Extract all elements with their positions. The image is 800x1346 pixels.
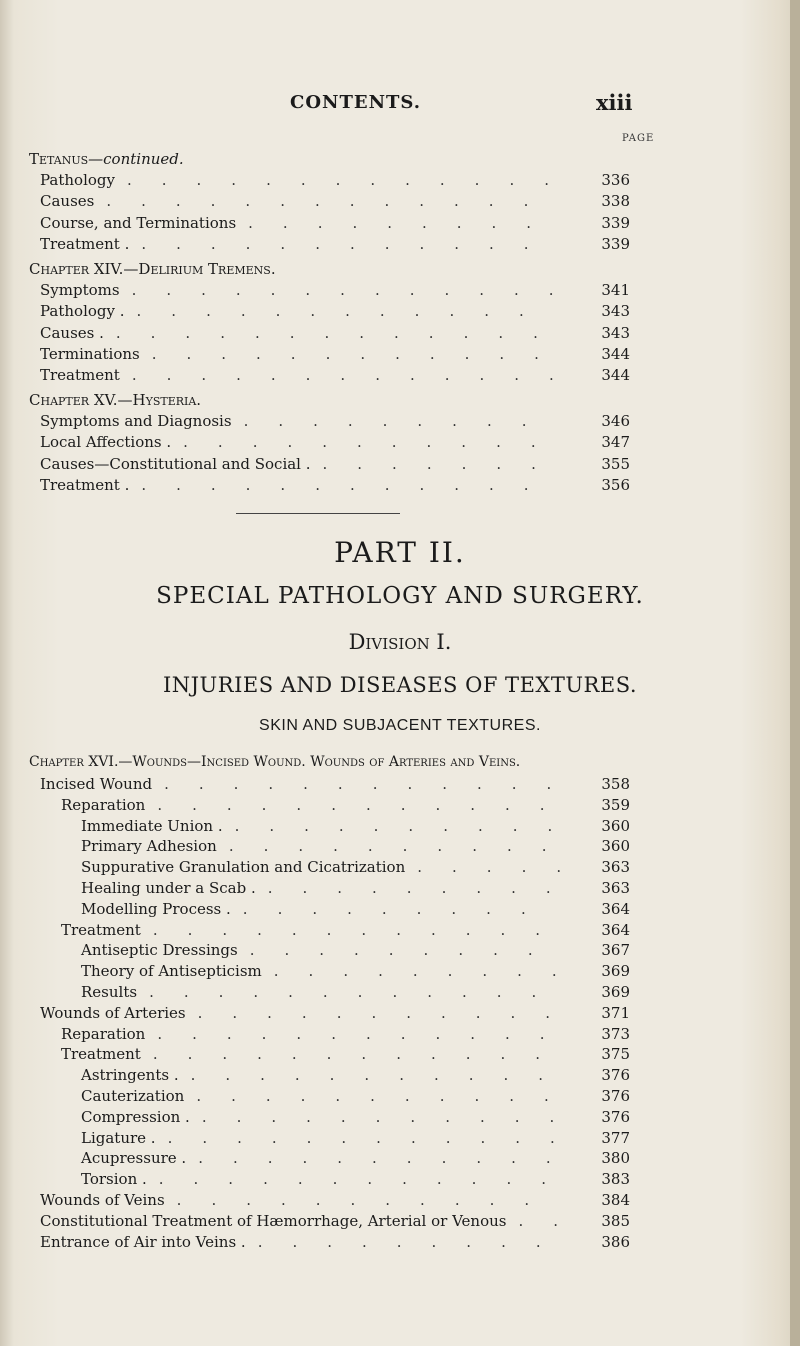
toc-entry	[0, 837, 800, 857]
dot-leader: . . . . . . . . . . .	[198, 1149, 581, 1168]
toc-entry	[0, 455, 800, 475]
dot-leader: . . . . . . . . . . .	[197, 1003, 581, 1022]
toc-entry-title: Pathology	[40, 171, 115, 189]
toc-entry	[0, 171, 800, 191]
toc-entry	[0, 235, 800, 255]
toc-entry-title: Symptoms and Diagnosis	[40, 412, 232, 430]
toc-entry	[0, 302, 800, 322]
toc-entry-title: Incised Wound	[40, 775, 153, 793]
dot-leader: . . . . . . . . . . . .	[152, 1045, 571, 1064]
toc-entry-title: Course, and Terminations	[40, 213, 237, 232]
toc-entry	[0, 1212, 800, 1232]
toc-entry-page: 338	[601, 192, 630, 211]
toc-entry	[0, 983, 800, 1003]
toc-entry-page: 364	[601, 899, 630, 918]
dot-leader: . . . . . . . . . . .	[183, 433, 566, 452]
toc-entry-title: Entrance of Air into Veins .	[40, 1232, 246, 1251]
toc-entry-title: Treatment .	[40, 475, 130, 494]
dot-leader: . . . . . . . . .	[257, 1232, 571, 1251]
toc-entry-page: 377	[601, 1128, 630, 1147]
toc-entry-title: Suppurative Granulation and Cicatrization	[81, 858, 406, 877]
dot-leader: . . . . . . . . . . . . .	[115, 323, 568, 342]
toc-entry-page: 343	[601, 302, 630, 321]
dot-leader: . . . . . . . . . . . .	[141, 475, 559, 494]
toc-entry-page: 339	[601, 213, 630, 232]
toc-entry	[0, 214, 800, 234]
toc-entry-page: 383	[601, 1170, 630, 1189]
toc-entry-page: 341	[601, 281, 630, 299]
dot-leader: . . . . . . . . . . .	[176, 1191, 560, 1209]
toc-entry	[0, 1004, 800, 1024]
toc-entry-page: 386	[601, 1232, 630, 1251]
dot-leader: . . . . . . . . .	[249, 941, 563, 960]
chapter-14-heading: Chapter XIV.—Delirium Tremens.	[29, 260, 276, 278]
toc-entry	[0, 941, 800, 961]
toc-entry-page: 376	[601, 1066, 630, 1085]
toc-entry	[0, 1129, 800, 1149]
toc-entry-page: 369	[601, 983, 630, 1001]
toc-entry-page: 375	[601, 1045, 630, 1064]
dot-leader: . . . . . . . . . . . .	[136, 302, 554, 321]
toc-entry-page: 380	[601, 1149, 630, 1168]
toc-entry-title: Treatment	[40, 366, 120, 385]
tetanus-heading-main: Tetanus	[29, 150, 89, 168]
dot-leader: . . . . . . . . . . . .	[149, 983, 567, 1001]
dot-leader: . . . . . . . . . . .	[201, 1107, 585, 1126]
section-divider	[236, 513, 400, 514]
toc-entry-title: Results	[81, 983, 138, 1001]
dot-leader: . . . . . . . . . . . . .	[131, 281, 584, 299]
toc-entry-page: 356	[601, 475, 630, 494]
part-title: PART II.	[334, 536, 466, 569]
dot-leader: . . . . . . . . . . . . .	[106, 192, 559, 211]
toc-entry-title: Pathology .	[40, 302, 125, 321]
toc-entry	[0, 366, 800, 386]
dot-leader: . . . . . . . . .	[248, 213, 562, 232]
dot-leader: . . . . . . . . . . . . .	[131, 366, 584, 385]
page-column-label: PAGE	[622, 133, 655, 144]
toc-entry-page: 355	[601, 454, 630, 473]
tetanus-heading-continued: —continued.	[88, 150, 184, 168]
toc-entry-page: 344	[601, 366, 630, 385]
toc-entry	[0, 921, 800, 941]
toc-entry-title: Ligature .	[81, 1128, 156, 1147]
toc-entry	[0, 1191, 800, 1211]
toc-entry-title: Modelling Process .	[81, 899, 231, 918]
dot-leader: . .	[518, 1211, 589, 1230]
dot-leader: . . . . . . . . . . .	[190, 1066, 574, 1085]
dot-leader: . . . . . . . . . .	[228, 837, 577, 856]
toc-entry-title: Local Affections .	[40, 433, 172, 452]
toc-entry-title: Treatment	[61, 1045, 141, 1064]
dot-leader: . . . . . . . . .	[267, 879, 581, 897]
toc-entry-title: Astringents .	[81, 1066, 179, 1085]
toc-entry-page: 369	[601, 962, 630, 981]
section-subtitle: SKIN AND SUBJACENT TEXTURES.	[259, 717, 541, 734]
toc-entry-page: 373	[601, 1024, 630, 1043]
toc-entry-page: 359	[601, 795, 630, 814]
toc-entry-page: 346	[601, 412, 630, 430]
chapter-16-heading: Chapter XVI.—Wounds—Incised Wound. Wounds of Arteries and Veins.	[29, 754, 521, 770]
toc-entry-title: Primary Adhesion	[81, 837, 217, 856]
toc-entry	[0, 345, 800, 365]
toc-entry-page: 347	[601, 433, 630, 452]
toc-entry-title: Antiseptic Dressings	[81, 941, 238, 960]
toc-entry-title: Wounds of Veins	[40, 1191, 165, 1209]
toc-entry-page: 384	[601, 1191, 630, 1209]
part-subtitle: SPECIAL PATHOLOGY AND SURGERY.	[156, 583, 644, 609]
toc-entry	[0, 1045, 800, 1065]
toc-entry-title: Causes .	[40, 323, 104, 342]
toc-entry	[0, 433, 800, 453]
toc-entry-title: Treatment .	[40, 234, 130, 253]
page-folio: xiii	[596, 90, 633, 115]
toc-entry-page: 344	[601, 344, 630, 363]
division-subtitle: INJURIES AND DISEASES OF TEXTURES.	[162, 673, 638, 697]
toc-entry-page: 339	[601, 234, 630, 253]
dot-leader: . . . . . . . . .	[242, 899, 556, 918]
toc-entry-title: Treatment	[61, 920, 141, 939]
chapter-15-heading: Chapter XV.—Hysteria.	[29, 391, 202, 409]
toc-entry	[0, 1108, 800, 1128]
dot-leader: . . . . . . . . . . . .	[151, 344, 569, 363]
toc-entry	[0, 281, 800, 301]
toc-entry-title: Causes—Constitutional and Social .	[40, 454, 311, 473]
toc-entry	[0, 962, 800, 982]
toc-entry-title: Healing under a Scab .	[81, 879, 256, 897]
toc-entry	[0, 1066, 800, 1086]
toc-entry	[0, 1170, 800, 1190]
toc-entry	[0, 1149, 800, 1169]
tetanus-heading	[29, 150, 184, 168]
toc-entry-page: 358	[601, 775, 630, 793]
toc-entry-page: 343	[601, 323, 630, 342]
toc-entry-page: 360	[601, 816, 630, 835]
toc-entry	[0, 412, 800, 432]
toc-entry	[0, 1025, 800, 1045]
toc-entry	[0, 900, 800, 920]
toc-entry-title: Immediate Union .	[81, 816, 223, 835]
toc-entry-title: Acupressure .	[81, 1149, 187, 1168]
toc-entry-page: 364	[601, 920, 630, 939]
running-header	[0, 92, 800, 122]
toc-entry	[0, 1233, 800, 1253]
dot-leader: . . . . . . . . . . . .	[158, 1170, 576, 1189]
toc-entry-page: 360	[601, 837, 630, 856]
toc-entry	[0, 324, 800, 344]
toc-entry-title: Reparation	[61, 1024, 146, 1043]
toc-entry-page: 367	[601, 941, 630, 960]
division-title: Division I.	[348, 630, 452, 654]
toc-entry	[0, 775, 800, 795]
toc-entry-title: Symptoms	[40, 281, 120, 299]
toc-entry	[0, 796, 800, 816]
dot-leader: . . . . .	[417, 858, 592, 877]
dot-leader: . . . . . . . . .	[243, 412, 557, 430]
toc-entry-title: Terminations	[40, 344, 140, 363]
dot-leader: . . . . . . . . . . . .	[167, 1128, 585, 1147]
toc-entry-title: Cauterization	[81, 1087, 185, 1105]
toc-entry	[0, 817, 800, 837]
toc-entry-page: 363	[601, 879, 630, 897]
toc-entry-title: Reparation	[61, 795, 146, 814]
toc-entry	[0, 1087, 800, 1107]
toc-entry-title: Constitutional Treatment of Hæmorrhage, Arterial or Venous	[40, 1211, 507, 1230]
header-title: CONTENTS.	[290, 92, 422, 113]
dot-leader: . . . . . . .	[322, 454, 566, 473]
toc-entry-page: 385	[601, 1211, 630, 1230]
toc-entry	[0, 476, 800, 496]
toc-entry-title: Wounds of Arteries	[40, 1003, 186, 1022]
toc-entry-page: 376	[601, 1087, 630, 1105]
toc-entry-title: Compression .	[81, 1107, 190, 1126]
dot-leader: . . . . . . . . . . .	[196, 1087, 579, 1105]
dot-leader: . . . . . . . . . . . .	[157, 1024, 575, 1043]
dot-leader: . . . . . . . . . . . .	[157, 795, 575, 814]
toc-entry-page: 371	[601, 1003, 630, 1022]
dot-leader: . . . . . . . . . . . .	[164, 775, 582, 793]
toc-entry	[0, 192, 800, 212]
toc-entry-page: 336	[601, 171, 630, 189]
dot-leader: . . . . . . . . . .	[234, 816, 583, 835]
toc-entry-title: Torsion .	[81, 1170, 147, 1189]
toc-entry	[0, 879, 800, 899]
toc-entry-page: 376	[601, 1107, 630, 1126]
toc-entry-page: 363	[601, 858, 630, 877]
toc-entry-title: Causes	[40, 192, 95, 211]
dot-leader: . . . . . . . . . . . .	[141, 234, 559, 253]
toc-entry-title: Theory of Antisepticism	[81, 962, 262, 981]
dot-leader: . . . . . . . . .	[273, 962, 587, 981]
dot-leader: . . . . . . . . . . . . .	[127, 171, 579, 189]
dot-leader: . . . . . . . . . . . .	[152, 920, 571, 939]
toc-entry	[0, 858, 800, 878]
